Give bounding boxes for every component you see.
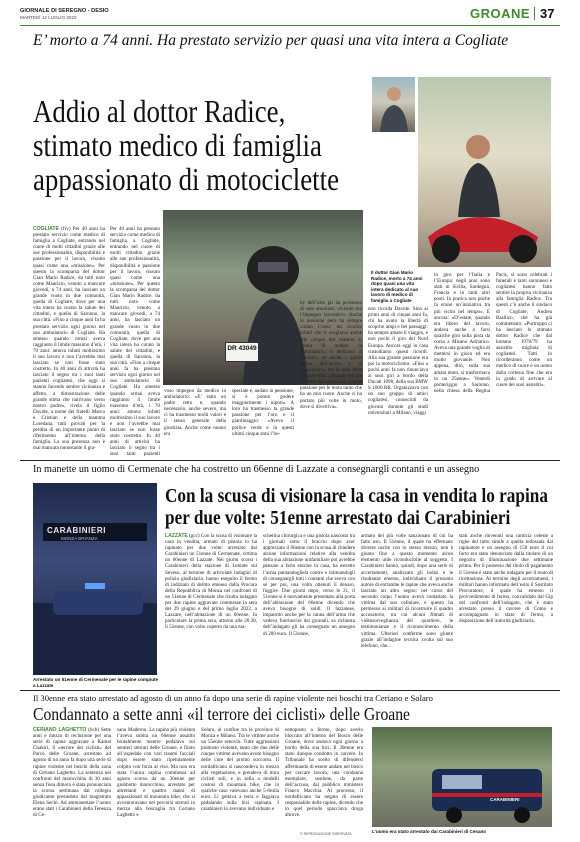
article3-col1: CERIANO LAGHETTO (bcb) Sette anni e mezzo di reclusione per una serie di rapine aggravate a Kamal Chakiri, il «terrore dei ciclisti» del Parco delle Groane, arrestato ad agosto di un anno fa dopo una serie di rapine violente nei boschi della zona di Ceriano Laghetto. La sentenza nei confronti del marocchino di 30 anni senza fissa dimora è stata pronunciata la scorsa settimana dal collegio giudicante presieduto dal magistrato Elena Sechi. Ad ammanettare l’uomo erano stati i Carabinieri della Tenenza di Ce- — [33, 727, 111, 819]
article1-headline — [33, 93, 340, 197]
article3-body2: sano Maderno. La rapina più violenta l’aveva subita un 66enne assalito brutalmente mentre pedalava sui sentieri sterrati delle Groane, e finito all’ospedale con vari traumi facciali dopo essere stato ripetutamente colpito con forza al viso. Ma non era stata l’unica rapina commessa ad agosto scorso da un 30enne per giubbotto marocchino, arrestato per altrettanti e quattro danni di appassionati di mountain bike, che si avventuravano nei percorsi sterrati in mezzo alla boscaglia tra Ceriano Laghetto e — [117, 727, 195, 819]
police-car-icon — [33, 483, 157, 675]
license-plate: DR 43049 — [225, 342, 259, 362]
article2-body3: armato del più volte sanzionato di cui ha fatto uso. Il 51enne, il quale ha effettuato diverse uscite con lo stesso mezzo, non è giunto fino a questo momento alcun elemento utile riconducibile al soggetto. I Carabinieri hanno, quindi, dopo una serie di accertamenti, analizzato gli indizi e le risultanze emerse, individuato il presunto autore di entrambe le rapine che aveva anche lasciato un altro segno: nel corso del secondo colpo l’uomo aveva contattato la vittima dal suo cellulare, e questo ha permesso ai militari di ricostruire il quadro accusatorio, tra cui alcuni filmati di videosorveglianza del quartiere, le testimonianze e il riconoscimento della vittima. Ulteriori conferme sono giunte grazie all’indagine tecnica svolta sul suo telefono, che... — [361, 533, 453, 649]
patrol-car-sign: CARABINIERI — [490, 797, 520, 802]
article3-body4: sottoposto a fermo, dopo averlo bloccato all’interno del Bosco delle Groane, dove andava ogni giorno a bordo della sua bici. Il 30enne era stato dunque condotto in carcere. In Tribunale ha scelto di difendersi affermando di essere andato nel bosco per cercare lavoro, una condanna esemplare, sostiene, da parte dell’accusa, dal pubblico ministero Franco Macchia. Al processo, il nordafricano ha negato di essere responsabile delle rapine, dicendo che in quel periodo spacciava droga altrove. — [285, 727, 363, 819]
article1-col2: Per 40 anni ha prestato servizio come medico di famiglia a Cogliate, entrando nel cuore di molti cittadini grazie alle sue professionalità, disponibilità e passione per il lavoro, vissuto quasi come una «missione». Per questo la scomparsa del dottor Gian Mario Radice, da tutti noto come Maurizio, venuto a mancare giovedì, a 74 anni, ha lasciato un grande vuoto in due comunità, quella di Cogliate, dove per una vita intera ha curato la salute dei cittadini, e quella di Saronno, la sua città. «Fino a cinque anni fa ha prestato servizio ogni giorno nel suo ambulatorio di Cogliate. Ha smesso quando ormai aveva raggiunto il limite massimo d’età, i 70 anni: amava infatti moltissimo il suo lavoro e non l’avrebbe mai lasciato se non fosse stato costretto. In 40 anni di attività ha lasciato il segno tra i suoi tanti pazienti — [110, 226, 160, 456]
doctor-portrait-photo — [372, 77, 415, 132]
article1-col2b — [164, 388, 226, 456]
carabinieri-sign: CARABINIERI — [47, 526, 107, 535]
article3-col2 — [117, 727, 195, 837]
article3-body1: Sette anni e mezzo di reclusione per una serie di rapine aggravate a Kamal Chakiri, il «terrore dei ciclisti» del Parco delle Groane, arrestato ad agosto di un anno fa dopo una serie di rapine violente nei boschi della zona di Ceriano Laghetto. La sentenza nei confronti del marocchino di 30 anni senza fissa dimora è stata pronunciata la scorsa settimana dal collegio giudicante presieduto dal magistrato Elena Sechi. Ad ammanettare l’uomo erano stati i Carabinieri della Tenenza di Ce- — [33, 727, 111, 819]
article2-headline — [165, 485, 548, 529]
article1-col6 — [434, 272, 552, 456]
article2-kicker: In manette un uomo di Cermenate che ha costretto un 66enne di Lazzate a consegnargli contanti e un assegno — [33, 464, 480, 475]
article3-caption: L’uomo era stato arrestato dai Carabinieri di Cesano — [372, 829, 487, 834]
carabinieri-sign-sub: MONZA BRIANZA — [61, 536, 98, 541]
article1-body4: by dell’orto gli ha permesso di non annoiarsi vivendo ma l’impegno lavorativo. Anche la passione però ha sempre curato l’orso: mi ricordo infatti che si svegliava anche alle cinque del mattino e, prima di andare in ambulatorio, si dedicava al giardino, se anche i giorni prima dell’arrivo e al dopolavoro» ma la ama delle motociclette: «Quando era più giovane lui aveva una grande passione per le moto tanto che ha un mio cuore. Anche ci ha portato più volte in moto, dove si divertiva». — [300, 300, 362, 410]
section-divider — [534, 7, 535, 20]
article3-headline: Condannato a sette anni «il terrore dei ciclisti» delle Groane — [33, 704, 411, 724]
paper-name: GIORNALE DI SEREGNO - DESIO — [20, 8, 109, 14]
section-name: GROANE — [470, 6, 531, 21]
article2-body4: stati anche rinvenuti una camicia celeste a righe del tutto simile a quella indossata dal rapinatore e un assegno di 150 euro il cui furto era stato denunciato dalla titolare di un negozio di illuminazione due settimane prima. Per il possesso del titolo di pagamento il 51enne è stato anche indagato per il reato di ricettazione. Al termine degli accertamenti, i militari hanno informato dell’esito il Sostituto Procuratore, il quale ha emesso il provvedimento di fermo, convalidato dal Gip nel confronti dell’indagato, che è stato arrestato presso il carcere di Como e accompagnato in stato di fermo, a disposizione dell’autorità giudiziaria. — [459, 533, 553, 625]
article2-headline-line1: Con la scusa di visionare la casa in vendita lo rapina — [165, 485, 548, 507]
article3-kicker: Il 30enne era stato arrestato ad agosto di un anno fa dopo una serie di rapine violente nei boschi tra Ceriano e Solaro — [33, 693, 433, 703]
article1-col1: COGLIATE (frv) Per 40 anni ha prestato servizio come medico di famiglia a Cogliate, entrando nel cuore di molti cittadini grazie alle sue professionalità, disponibilità e passione per il lavoro, vissuto quasi come una «missione». Per questo la scomparsa del dottor Gian Mario Radice, da tutti noto come Maurizio, venuto a mancare giovedì, a 74 anni, ha lasciato un grande vuoto in due comunità, quella di Cogliate, dove per una vita intera ha curato la salute dei cittadini, e quella di Saronno, la sua città. «Fino a cinque anni fa ha prestato servizio ogni giorno nel suo ambulatorio di Cogliate. Ha smesso quando ormai aveva raggiunto il limite massimo d’età, i 70 anni: amava infatti moltissimo il suo lavoro e non l’avrebbe mai lasciato se non fosse stato costretto. In 40 anni di attività ha lasciato il segno tra i suoi tanti pazienti cogliatesi, che oggi si stanno facendo sentire vicinanza e affetto, a dimostrazione delle grande stima che nutrivano verso nostro padre», rivela il figlio Davide, a nome dei fratelli Marco e Cristian e della mamma Loredana, tutti provati per la perdita di un importante punto di riferimento all’interno della famiglia. La sua presenza non è mai mancata nonostante il gra- — [33, 226, 105, 452]
article2-body1: Con la scusa di visionare la casa in vendita, armato di pistola lo ha rapinato per due volte: arrestato dai Carabinieri un 51enne di Cermenate, vittima un 66enne di Lazzate. Nei giorni scorsi i Carabinieri della stazione di Lentate sul Seveso, al termine di articolate indagini di polizia giudiziaria, hanno eseguito il fermo di indiziato di delitto emesso dalla Procura della Repubblica di Monza nei confronti di un 51enne di Cermenate che risulta indagato per due rapine aggravate commesse la sera del 29 giugno e del primo luglio 2022, a Lazzate, nell’abitazione di un 66enne. In particolare la prima sera, attorno alle 20.30, il 51enne, con volto coperto da una ma- — [165, 533, 257, 631]
patrol-car-icon — [372, 727, 552, 827]
article3-col4 — [285, 727, 363, 831]
article1-body6: in giro per l’Italia e l’Europa: negli anni sono stati in Sicilia, Sardegna, Francia e in tanti altri posti. In pratica non poche fa erano un’iniziativa tra più vicini nel tempo». E ancora: «D’estate, quando era libero del lavoro, andava anche a farsi qualche giro sulla pista da corsa a Misano Adriatico. Aveva una grande voglia di mettersi in gioco ed era molto giovanile. Non appena, dirò, sulla sua amata moto, si trasformava in un 25enne». Venerdì pomeriggio a Saronno, nella chiesa della Regina Pacis, si sono celebrati i funerali e tanti saronnesi e cogliatesi hanno fatto sentire la propria vicinanza alla famiglia Radice. Tra questi c’è anche il sindaco di Cogliate, Andrea Basilico, che ha già commentato: «Purtroppo ci ha lasciato lo stimato dottor Radice che dal lontano 1978/79 ha assistito migliaia di cogliatesi. Tutti lo ricorderanno come un medico di cuore e un uomo dalla cortesia fine che era in grado di arrivare al cuore dei suoi assistiti». — [434, 272, 552, 394]
article2-col4 — [459, 533, 553, 685]
article2-col1: LAZZATE (gcc) Con la scusa di visionare la casa in vendita, armato di pistola lo ha rapinato per due volte: arrestato dai Carabinieri un 51enne di Cermenate, vittima un 66enne di Lazzate. Nei giorni scorsi i Carabinieri della stazione di Lentate sul Seveso, al termine di articolate indagini di polizia giudiziaria, hanno eseguito il fermo di indiziato di delitto emesso dalla Procura della Repubblica di Monza nei confronti di un 51enne di Cermenate che risulta indagato per due rapine aggravate commesse la sera del 29 giugno e del primo luglio 2022, a Lazzate, nell’abitazione di un 66enne. In particolare la prima sera, attorno alle 20.30, il 51enne, con volto coperto da una ma- — [165, 533, 257, 631]
article2-bottom-rule — [20, 690, 560, 691]
article2-body2: scherina chirurgica e una pistola nascosta tra i giornali sotto il braccio dopo aver apprezzato il 66enne con la scusa di chiedere alcune informazioni relative alla vendita della sua abitazione unifamiliare poi avrebbe pensato a farlo entrare in casa, ha estratto l’arma puntandogliela contro e intimandogli di consegnargli tutti i contanti che aveva con sé per poi, una volta ottenuti il denaro, fuggire. Due giorni dopo, verso le 21, il 51enne si è nuovamente presentato alla porta dell’abitazione del 66enne dicendo che aveva bisogno di soldi. Il lazzatese, impaurito anche per la canna dell’arma che vedeva fuoriuscire dai giornali, sa richiesta dell’indagato gli ha consegnato un assegno di 200 euro. Il 51enne, — [263, 533, 355, 637]
article1-body5: non ricorda Davide. Sino ai primi anni di cinque anni fa, chi ha avuto la libertà di scoprire ampi e bei paesaggi: ha sempre amato il viaggio, e non pochi il giro del Nord Europa. Ancora oggi in casa custodiamo questi ricordi. Alla sua grande passione era poi la motociclismo: «Fino a pochi anni fa non rinunciava ai suoi giri a bordo della Ducati 1098, della sua BMW S 1000 RR. Organizzava con un suo gruppo di amici cogliatesi, conosciuti da giovani durante gli studi universitari a Milano, viaggi — [368, 306, 428, 416]
article2-col3 — [361, 533, 453, 685]
article1-col4 — [300, 300, 362, 456]
article3-dateline: CERIANO LAGHETTO — [33, 727, 87, 733]
article1-headline-line2: stimato medico di famiglia — [33, 127, 322, 163]
doctor-figure-icon — [372, 77, 415, 132]
article3-body3: Solaro, al confine tra le province di Monza e Milano. Tra le vittime anche un 55enne senovio. Tutte aggressioni piuttosto violente, tanto che due delle cinque vittime avevano avuto bisogno delle cure del pronto soccorso. Il nordafricano si nascondeva in mezzo alla vegetazione, e prendeva di mira ciclisti soli, e in sella a modelli costosi di mountain bike, che in qualche caso valevano anche 5-6mila euro. Li gettava a terra e faggiava pedalando sulla bici rapinata. I carabinieri lo avevano individuato e — [201, 727, 279, 813]
article2-caption: Arrestato un 51enne di Cermenate per le rapine compiute a Lazzate — [33, 677, 159, 688]
article3-reserved: © RIPRODUZIONE RISERVATA — [300, 832, 352, 836]
article1-body3: speciale e, andato in pensione, si è potuto godere maggiormente i nipoti». A loro ha trasmesso la grande passione per l’oro e il giardinaggio: «Aveva il pollice verde e in questi ultimi cinque anni l’ho- — [232, 388, 294, 437]
motorcycle-rider-photo — [418, 77, 551, 267]
article1-headline-line1: Addio al dottor Radice, — [33, 93, 286, 129]
article3-col3 — [201, 727, 279, 837]
page-number: 37 — [540, 6, 555, 21]
carabinieri-car-photo — [33, 483, 157, 675]
masthead — [20, 6, 560, 24]
motorcycle-icon — [418, 77, 551, 267]
article1-col5 — [368, 306, 428, 456]
article1-body2: voso impegno da medico in ambulatorio: «E’ stato un padre retto e, quando necessario, anche severo, ma ci ha trasmesso molti valori e il senso generale della giustizia. Anche come nonno era — [164, 388, 226, 437]
carabinieri-patrol-photo — [372, 727, 552, 827]
masthead-rule — [20, 25, 560, 26]
issue-date: MARTEDÌ 12 LUGLIO 2022 — [20, 15, 77, 20]
article1-body1: Per 40 anni ha prestato servizio come medico di famiglia a Cogliate, entrando nel cuore di molti cittadini grazie alle sue professionalità, disponibilità e passione per il lavoro, vissuto quasi come una «missione». Per questo la scomparsa del dottor Gian Mario Radice, da tutti noto come Maurizio, venuto a mancare giovedì, a 74 anni, ha lasciato un grande vuoto in due comunità, quella di Cogliate, dove per una vita intera ha curato la salute dei cittadini, e quella di Saronno, la sua città. «Fino a cinque anni fa ha prestato servizio ogni giorno nel suo ambulatorio di Cogliate. Ha smesso quando ormai aveva raggiunto il limite massimo d’età, i 70 anni: amava infatti moltissimo il suo lavoro e non l’avrebbe mai lasciato se non fosse stato costretto. In 40 anni di attività ha lasciato il segno tra i suoi tanti pazienti cogliatesi, che oggi si stanno facendo sentire vicinanza e affetto, a dimostrazione delle grande stima che nutrivano verso nostro padre», rivela il figlio Davide, a nome dei fratelli Marco e Cristian e della mamma Loredana, tutti provati per la perdita di un importante punto di riferimento all’interno della famiglia. La sua presenza non è mai mancata nonostante il gra- — [33, 226, 105, 452]
article1-bottom-rule — [20, 460, 560, 461]
article2-headline-line2: per due volte: 51enne arrestato dai Carabinieri — [165, 507, 511, 529]
article2-dateline: LAZZATE — [165, 533, 188, 539]
article2-col2 — [263, 533, 355, 685]
article1-headline-line3: appassionato di motociclette — [33, 161, 340, 197]
article1-dateline: COGLIATE — [33, 226, 59, 232]
article1-kicker: E’ morto a 74 anni. Ha prestato servizio per quasi una vita intera a Cogliate — [33, 32, 509, 49]
article1-caption: Il dottor Gian Mario Radice, morto a 74 anni dopo quasi una vita intera dedicato al suo lavoro di medico di famiglia a Cogliate — [371, 270, 423, 303]
article1-col3 — [232, 388, 294, 456]
